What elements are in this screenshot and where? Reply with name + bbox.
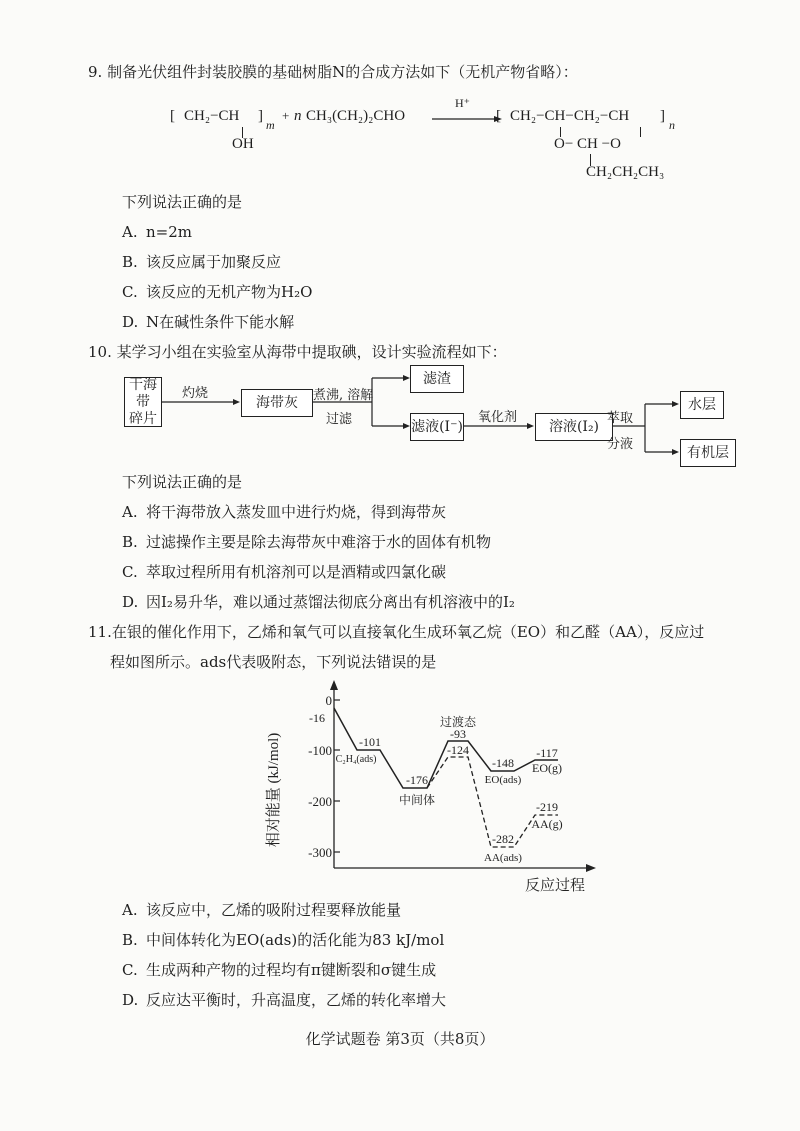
ytick-neg100: -100 [308, 743, 332, 758]
q11-option-a[interactable]: A. 该反应中，乙烯的吸附过程要释放能量 [122, 901, 402, 919]
flow-box-dry-kelp: 干海带 碎片 [124, 377, 162, 427]
plus-sign: + [282, 108, 290, 123]
product-acetal-ring: O− CH −O [554, 136, 621, 152]
y-axis-label: 相对能量 (kJ/mol) [266, 732, 282, 848]
energy-chart-svg [260, 680, 600, 900]
flow-label-filter: 过滤 [326, 412, 353, 427]
x-axis-label: 反应过程 [524, 878, 586, 894]
flow-label-extract: 萃取 [607, 411, 634, 426]
q11-number: 11. [88, 623, 112, 641]
label-transition-state: 过渡态 [439, 715, 477, 729]
q10-option-c[interactable]: C. 萃取过程所用有机溶剂可以是酒精或四氯化碳 [122, 563, 447, 581]
y-axis-arrow-icon [330, 680, 338, 690]
q10-stem [88, 342, 507, 362]
flow-box-kelp-ash: 海带灰 [241, 389, 313, 417]
flow-box-organic-layer: 有机层 [680, 439, 736, 467]
page-footer: 化学试题卷 第3页（共8页） [305, 1030, 495, 1048]
q9-reaction-equation [170, 96, 730, 193]
flow-box-residue: 滤渣 [410, 365, 464, 393]
flow-label-separate: 分液 [607, 437, 634, 452]
label-intermediate: 中间体 [398, 793, 436, 807]
q10-number: 10. [88, 343, 112, 361]
reaction-arrow-icon [432, 114, 502, 124]
x-axis-arrow-icon [586, 864, 596, 872]
flow-label-oxidant: 氧化剂 [478, 410, 518, 425]
label-c2h4-ads: C₂H₄(ads) [335, 754, 377, 765]
label-neg124: -124 [447, 743, 469, 757]
label-neg219: -219 [536, 800, 558, 814]
product-bracket-right: ] [660, 108, 665, 124]
reactant2-butanal: CH₃(CH₂)₂CHO [306, 108, 406, 124]
q10-option-b[interactable]: B. 过滤操作主要是除去海带灰中难溶于水的固体有机物 [122, 533, 492, 551]
flow-box-iodine-solution: 溶液(I₂) [535, 413, 613, 441]
ytick-neg300: -300 [308, 845, 332, 860]
flow-label-boil-dissolve: 煮沸, 溶解 [313, 388, 374, 403]
product-main: CH₂−CH−CH₂−CH [510, 108, 630, 124]
flow-box-water-layer: 水层 [680, 391, 724, 419]
q9-option-b[interactable]: B. 该反应属于加聚反应 [122, 253, 282, 271]
flow-label-burn: 灼烧 [182, 386, 209, 401]
q9-option-c[interactable]: C. 该反应的无机产物为H₂O [122, 283, 313, 301]
catalyst-label: H⁺ [455, 96, 470, 110]
reactant1-oh: OH [232, 136, 254, 152]
bracket-right: ] [258, 108, 263, 124]
q11-option-b[interactable]: B. 中间体转化为EO(ads)的活化能为83 kJ/mol [122, 931, 445, 949]
q10-flowchart [0, 360, 800, 470]
label-eo-ads: EO(ads) [484, 774, 522, 786]
label-neg148: -148 [492, 756, 514, 770]
label-eo-g: EO(g) [532, 761, 562, 775]
q11-stem-line1: 11.在银的催化作用下，乙烯和氧气可以直接氧化生成环氧乙烷（EO）和乙醛（AA），反应过 [88, 623, 705, 641]
ytick-neg200: -200 [308, 794, 332, 809]
q10-option-a[interactable]: A. 将干海带放入蒸发皿中进行灼烧，得到海带灰 [122, 503, 447, 521]
coefficient-n: n [294, 108, 302, 124]
ytick-0: 0 [325, 693, 332, 708]
reactant1-main: CH₂−CH [184, 108, 240, 124]
q9-number: 9. [88, 63, 103, 81]
q9-stem-text: 制备光伏组件封装胶膜的基础树脂N的合成方法如下（无机产物省略）： [107, 63, 578, 81]
label-neg176: -176 [406, 773, 428, 787]
product-propyl-chain: CH₂CH₂CH₃ [586, 164, 665, 180]
bond-line [640, 127, 641, 137]
q9-option-a[interactable]: A. n=2m [122, 223, 192, 241]
repeat-n: n [669, 118, 675, 132]
q9-option-d[interactable]: D. N在碱性条件下能水解 [122, 313, 295, 331]
label-neg117: -117 [536, 746, 558, 760]
q10-option-d[interactable]: D. 因I₂易升华，难以通过蒸馏法彻底分离出有机溶液中的I₂ [122, 593, 515, 611]
q10-prompt: 下列说法正确的是 [122, 473, 243, 491]
q11-stem-line2: 程如图所示。ads代表吸附态，下列说法错误的是 [110, 653, 437, 671]
label-neg282: -282 [492, 832, 514, 846]
q9-prompt: 下列说法正确的是 [122, 193, 243, 211]
product-bracket-left: [ [496, 108, 501, 124]
energy-profile-chart [260, 680, 600, 900]
label-neg101: -101 [359, 735, 381, 749]
bracket-left: [ [170, 108, 175, 124]
q9-stem [88, 62, 578, 82]
q11-option-c[interactable]: C. 生成两种产物的过程均有π键断裂和σ键生成 [122, 961, 437, 979]
label-aa-g: AA(g) [531, 817, 563, 831]
label-aa-ads: AA(ads) [484, 852, 522, 864]
flow-box-filtrate: 滤液(I⁻) [410, 413, 464, 441]
label-neg16: -16 [309, 711, 325, 725]
repeat-m: m [266, 118, 275, 132]
q10-stem-text: 某学习小组在实验室从海带中提取碘，设计实验流程如下： [116, 343, 507, 361]
q11-option-d[interactable]: D. 反应达平衡时，升高温度，乙烯的转化率增大 [122, 991, 447, 1009]
label-neg93: -93 [450, 727, 466, 741]
